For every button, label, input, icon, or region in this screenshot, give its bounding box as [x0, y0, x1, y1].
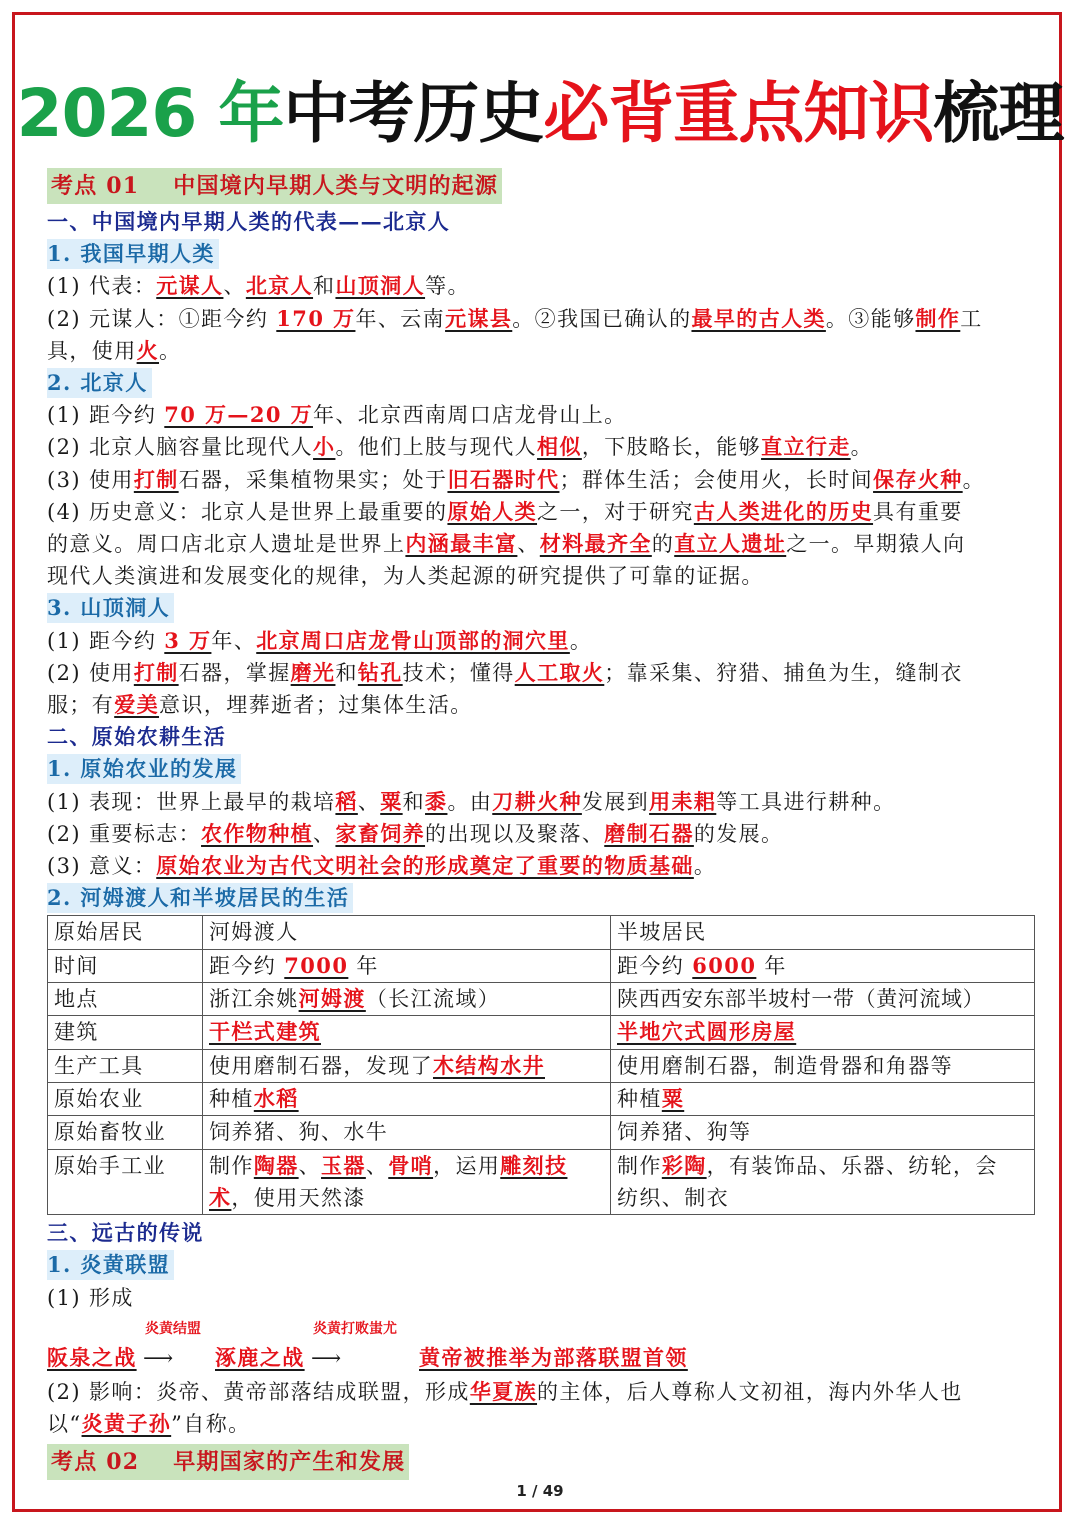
table-cell: 原始农业: [48, 1082, 203, 1115]
text-line: 服；有爱美意识，埋葬逝者；过集体生活。: [47, 692, 473, 718]
table-cell: 地点: [48, 983, 203, 1016]
flow-node-zhuolu: 涿鹿之战: [215, 1344, 305, 1370]
text-line: 现代人类演进和发展变化的规律，为人类起源的研究提供了可靠的证据。: [47, 564, 764, 589]
text-line: (2) 重要标志：农作物种植、家畜饲养的出现以及聚落、磨制石器的发展。: [47, 820, 784, 846]
table-cell: 干栏式建筑: [203, 1016, 611, 1049]
text-line: (4) 历史意义：北京人是世界上最重要的原始人类之一，对于研究古人类进化的历史具有重要: [47, 498, 963, 524]
table-row: [48, 1082, 1035, 1115]
text-line: 具，使用火。: [47, 337, 182, 363]
flow-node-huangdi: 黄帝被推举为部落联盟首领: [419, 1344, 688, 1370]
table-cell: 浙江余姚河姆渡（长江流域）: [203, 983, 611, 1016]
table-cell: 原始畜牧业: [48, 1116, 203, 1149]
table-row: [48, 1016, 1035, 1049]
kaodian-02-banner: 考点 02 早期国家的产生和发展: [47, 1444, 409, 1480]
subsection-heading: 2. 河姆渡人和半坡居民的生活: [47, 883, 353, 913]
section-heading: 二、原始农耕生活: [47, 724, 227, 750]
text-line: (1) 形成: [47, 1285, 134, 1310]
text-line: (2) 使用打制石器，掌握磨光和钻孔技术；懂得人工取火；靠采集、狩猎、捕鱼为生，缝制衣: [47, 659, 963, 685]
text-line: (2) 北京人脑容量比现代人小。他们上肢与现代人相似，下肢略长，能够直立行走。: [47, 434, 874, 460]
table-cell: 使用磨制石器，发现了木结构水井: [203, 1049, 611, 1082]
table-row: [48, 949, 1035, 982]
table-row: [48, 1116, 1035, 1149]
text-line: 以“炎黄子孙”自称。: [47, 1410, 251, 1436]
text-line: (1) 表现：世界上最早的栽培稻、粟和黍。由刀耕火种发展到用耒耜等工具进行耕种。: [47, 788, 896, 814]
flow-arrow: ⟶: [143, 1345, 174, 1370]
alliance-flow-diagram: [47, 1318, 1037, 1376]
title-subject: 中考历史: [283, 75, 544, 152]
title-year: 2026 年: [16, 75, 284, 152]
table-cell: 半坡居民: [611, 916, 1035, 949]
text-line: (2) 元谋人：①距今约 170 万年、云南元谋县。②我国已确认的最早的古人类。③能够制作工: [47, 305, 983, 331]
text-line: (3) 使用打制石器，采集植物果实；处于旧石器时代；群体生活；会使用火，长时间保存火种。: [47, 466, 986, 492]
table-cell: 河姆渡人: [203, 916, 611, 949]
section-heading: 一、中国境内早期人类的代表——北京人: [47, 209, 451, 234]
table-cell: 使用磨制石器，制造骨器和角器等: [611, 1049, 1035, 1082]
table-cell: 饲养猪、狗、水牛: [203, 1116, 611, 1149]
text-line: (3) 意义：原始农业为古代文明社会的形成奠定了重要的物质基础。: [47, 853, 717, 879]
table-row: [48, 916, 1035, 949]
text-line: (1) 距今约 3 万年、北京周口店龙骨山顶部的洞穴里。: [47, 627, 593, 653]
flow-arrow: ⟶: [311, 1345, 342, 1370]
text-line: (1) 代表：元谋人、北京人和山顶洞人等。: [47, 273, 470, 299]
table-cell: 原始手工业: [48, 1149, 203, 1215]
kaodian-01: [47, 168, 1037, 204]
flow-arrow-label: 炎黄结盟: [145, 1320, 201, 1337]
table-cell: 种植水稻: [203, 1082, 611, 1115]
comparison-table: [47, 915, 1035, 1215]
flow-arrow-label: 炎黄打败蚩尤: [313, 1320, 397, 1337]
kaodian-02: [47, 1444, 1037, 1480]
table-cell: 建筑: [48, 1016, 203, 1049]
table-cell: 制作彩陶，有装饰品、乐器、纺轮，会 纺织、制衣: [611, 1149, 1035, 1215]
page-number: 1 / 49: [516, 1482, 564, 1500]
table-cell: 距今约 7000 年: [203, 949, 611, 982]
text-line: (1) 距今约 70 万—20 万年、北京西南周口店龙骨山上。: [47, 402, 627, 428]
table-row: [48, 1149, 1035, 1215]
subsection-heading: 1. 原始农业的发展: [47, 754, 241, 784]
section-heading: 三、远古的传说: [47, 1220, 204, 1246]
table-cell: 陕西西安东部半坡村一带（黄河流域）: [611, 983, 1035, 1016]
table-cell: 种植粟: [611, 1082, 1035, 1115]
flow-node-banquan: 阪泉之战: [47, 1344, 137, 1370]
table-cell: 距今约 6000 年: [611, 949, 1035, 982]
subsection-heading: 2. 北京人: [47, 368, 152, 398]
subsection-heading: 1. 我国早期人类: [47, 239, 219, 269]
table-cell: 半地穴式圆形房屋: [611, 1016, 1035, 1049]
text-line: 的意义。周口店北京人遗址是世界上内涵最丰富、材料最齐全的直立人遗址之一。早期猿人向: [47, 531, 966, 557]
table-cell: 生产工具: [48, 1049, 203, 1082]
table-cell: 时间: [48, 949, 203, 982]
document-body: [47, 168, 1037, 1480]
subsection-heading: 3. 山顶洞人: [47, 593, 174, 623]
title-end: 梳理: [933, 75, 1064, 152]
table-cell: 饲养猪、狗等: [611, 1116, 1035, 1149]
table-row: [48, 1049, 1035, 1082]
text-line: (2) 影响：炎帝、黄帝部落结成联盟，形成华夏族的主体，后人尊称人文初祖，海内外华人也: [47, 1378, 963, 1404]
page-title: [0, 74, 1080, 154]
table-row: [48, 983, 1035, 1016]
table-cell: 制作陶器、玉器、骨哨，运用雕刻技 术，使用天然漆: [203, 1149, 611, 1215]
title-highlight: 必背重点知识: [543, 75, 934, 152]
kaodian-01-banner: 考点 01 中国境内早期人类与文明的起源: [47, 168, 502, 204]
table-cell: 原始居民: [48, 916, 203, 949]
subsection-heading: 1. 炎黄联盟: [47, 1250, 174, 1280]
